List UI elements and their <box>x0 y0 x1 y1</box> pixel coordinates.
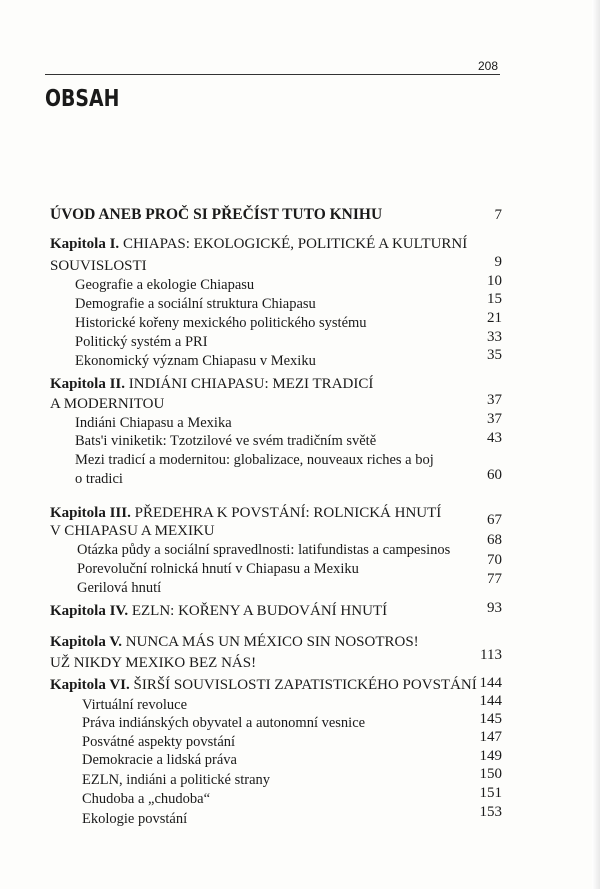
toc-page: 113 <box>480 647 502 663</box>
toc-page: 144 <box>479 693 502 709</box>
toc-page: 153 <box>479 804 502 820</box>
toc-page: 43 <box>487 430 502 446</box>
toc-chapter <box>50 505 441 521</box>
chapter-title: CHIAPAS: EKOLOGICKÉ, POLITICKÉ A KULTURNÍ <box>122 236 468 252</box>
toc-page: 145 <box>479 711 502 727</box>
toc-section: Ekonomický význam Chiapasu v Mexiku <box>75 353 316 369</box>
chapter-label: Kapitola II. <box>50 376 126 392</box>
toc-section: Gerilová hnutí <box>77 580 162 596</box>
toc-section: Historické kořeny mexického politického systému <box>75 315 367 331</box>
toc-page: 67 <box>487 512 502 528</box>
toc-page: 10 <box>487 273 502 289</box>
toc-section: Ekologie povstání <box>82 811 188 827</box>
toc-intro: ÚVOD ANEB PROČ SI PŘEČÍST TUTO KNIHU <box>50 206 383 223</box>
chapter-title-cont: SOUVISLOSTI <box>50 258 147 274</box>
toc-page: 15 <box>487 291 502 307</box>
chapter-title: INDIÁNI CHIAPASU: MEZI TRADICÍ <box>128 376 374 392</box>
page-number: 208 <box>478 59 499 73</box>
chapter-title-cont: A MODERNITOU <box>50 396 165 412</box>
toc-page: 60 <box>487 467 502 483</box>
toc-page: 149 <box>479 748 502 764</box>
toc-section: Demokracie a lidská práva <box>82 752 237 768</box>
toc-section: Mezi tradicí a modernitou: globalizace, nouveaux riches a boj <box>75 452 434 468</box>
chapter-title: PŘEDEHRA K POVSTÁNÍ: ROLNICKÁ HNUTÍ <box>134 505 442 521</box>
toc-section: Otázka půdy a sociální spravedlnosti: latifundistas a campesinos <box>77 542 451 558</box>
toc-section: Práva indiánských obyvatel a autonomní vesnice <box>82 715 366 731</box>
toc-section-cont: o tradici <box>75 471 123 487</box>
chapter-title-cont: UŽ NIKDY MEXIKO BEZ NÁS! <box>50 655 257 671</box>
toc-page: 21 <box>487 310 502 326</box>
chapter-title: ŠIRŠÍ SOUVISLOSTI ZAPATISTICKÉHO POVSTÁNÍ <box>133 677 477 693</box>
toc-page: 35 <box>487 347 502 363</box>
toc-section: Politický systém a PRI <box>75 334 208 350</box>
toc-page: 37 <box>487 392 502 408</box>
toc-chapter <box>50 634 419 650</box>
toc-page: 7 <box>494 207 502 223</box>
toc-page: 68 <box>487 532 502 548</box>
toc-section: EZLN, indiáni a politické strany <box>82 772 271 788</box>
toc-page: 144 <box>479 675 502 691</box>
page-title: OBSAH <box>45 86 120 112</box>
header-rule <box>45 74 500 75</box>
toc-chapter <box>50 236 467 252</box>
toc-page: 151 <box>479 785 502 801</box>
toc-page: 9 <box>494 254 502 270</box>
toc-chapter <box>50 376 373 392</box>
toc-section: Demografie a sociální struktura Chiapasu <box>75 296 316 312</box>
toc-page: 93 <box>487 600 502 616</box>
toc-page: 70 <box>487 552 502 568</box>
chapter-label: Kapitola VI. <box>50 677 130 693</box>
toc-page: 150 <box>479 766 502 782</box>
toc-section: Virtuální revoluce <box>82 697 188 713</box>
chapter-label: Kapitola V. <box>50 634 122 650</box>
toc-page: 77 <box>487 571 502 587</box>
toc-chapter <box>50 677 477 693</box>
toc-section: Bats'i viniketik: Tzotzilové ve svém tradičním světě <box>75 433 377 449</box>
chapter-title: EZLN: KOŘENY A BUDOVÁNÍ HNUTÍ <box>131 603 388 619</box>
toc-section: Geografie a ekologie Chiapasu <box>75 277 255 293</box>
chapter-label: Kapitola I. <box>50 236 120 252</box>
toc-page: 37 <box>487 411 502 427</box>
toc-section: Chudoba a „chudoba“ <box>82 791 211 807</box>
chapter-title: NUNCA MÁS UN MÉXICO SIN NOSOTROS! <box>125 634 419 650</box>
toc-chapter <box>50 603 387 619</box>
chapter-label: Kapitola III. <box>50 505 131 521</box>
page-edge-shadow <box>592 0 600 889</box>
chapter-label: Kapitola IV. <box>50 603 129 619</box>
chapter-title-cont: V CHIAPASU A MEXIKU <box>50 523 215 539</box>
toc-page: 33 <box>487 329 502 345</box>
toc-section: Porevoluční rolnická hnutí v Chiapasu a Mexiku <box>77 561 359 577</box>
toc-section: Indiáni Chiapasu a Mexika <box>75 415 232 431</box>
toc-page: 147 <box>479 729 502 745</box>
toc-section: Posvátné aspekty povstání <box>82 734 236 750</box>
